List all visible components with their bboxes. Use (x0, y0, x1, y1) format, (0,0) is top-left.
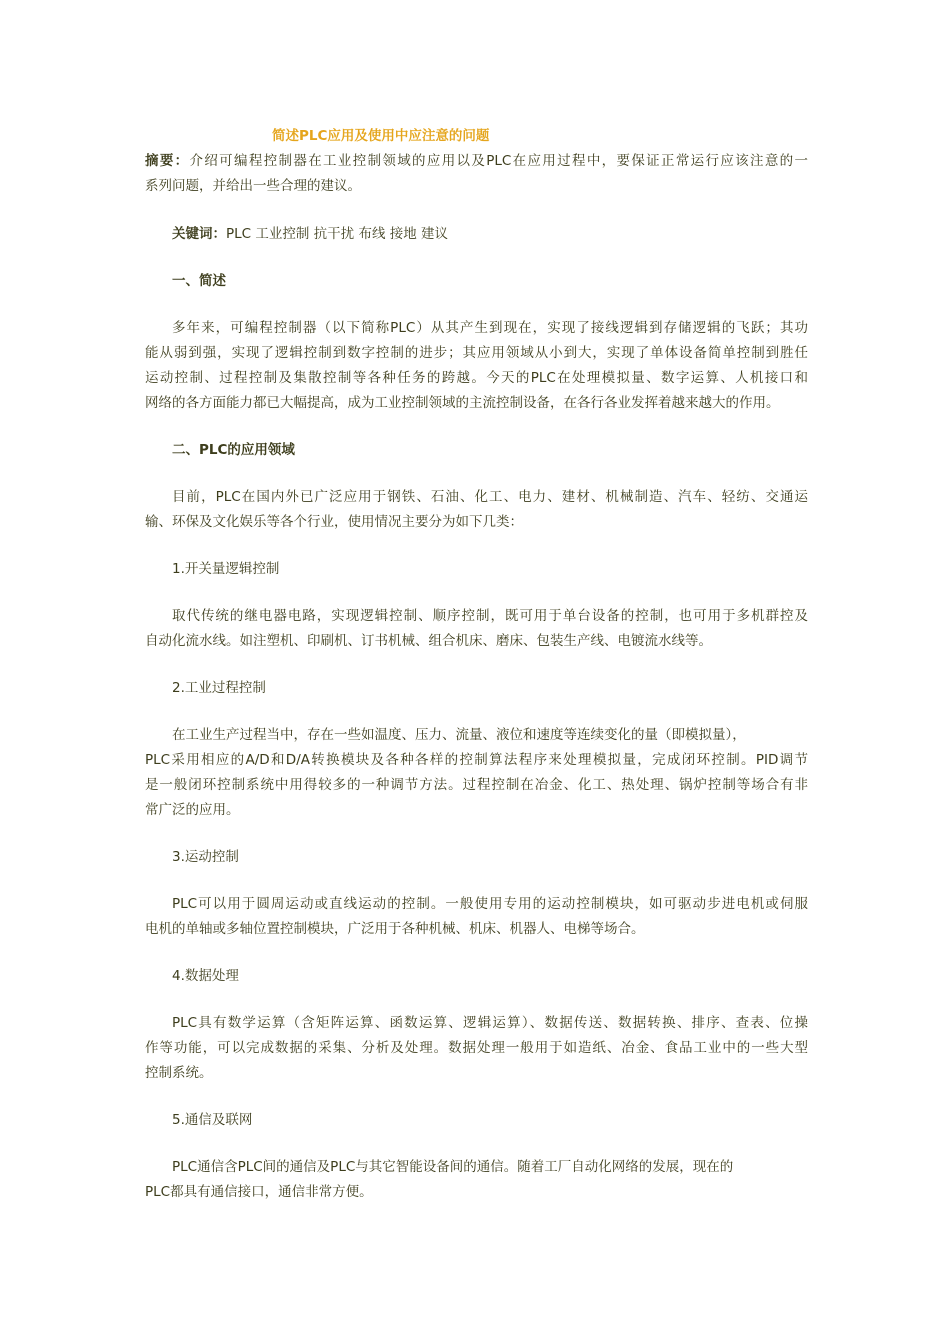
document-title: 简述PLC应用及使用中应注意的问题 (272, 128, 490, 144)
abstract-line-1 (145, 152, 808, 170)
subsection-heading: 1.开关量逻辑控制 (172, 561, 280, 577)
keywords-text: PLC 工业控制 抗干扰 布线 接地 建议 (226, 226, 449, 242)
keywords-label: 关键词： (172, 226, 226, 242)
paragraph-line: 多年来，可编程控制器（以下简称PLC）从其产生到现在，实现了接线逻辑到存储逻辑的飞跃；其功 (172, 320, 808, 336)
paragraph-line: 在工业生产过程当中，存在一些如温度、压力、流量、液位和速度等连续变化的量（即模拟量）， (172, 727, 746, 743)
paragraph-line: 作等功能，可以完成数据的采集、分析及处理。数据处理一般用于如造纸、冶金、食品工业中的一些大型 (145, 1040, 808, 1056)
paragraph-line: 是一般闭环控制系统中用得较多的一种调节方法。过程控制在冶金、化工、热处理、锅炉控制等场合有非 (145, 777, 808, 793)
subsection-heading: 3.运动控制 (172, 849, 239, 865)
paragraph-line: 能从弱到强，实现了逻辑控制到数字控制的进步；其应用领域从小到大，实现了单体设备简单控制到胜任 (145, 345, 808, 361)
keywords-line (172, 225, 448, 243)
subsection-heading: 2.工业过程控制 (172, 680, 266, 696)
abstract-line-2: 系列问题，并给出一些合理的建议。 (145, 178, 361, 194)
paragraph-line: 输、环保及文化娱乐等各个行业，使用情况主要分为如下几类： (145, 514, 523, 530)
section-heading-overview: 一、简述 (172, 273, 226, 289)
abstract-text-1: 介绍可编程控制器在工业控制领域的应用以及PLC在应用过程中，要保证正常运行应该注意的一 (189, 153, 809, 169)
paragraph-line: 目前，PLC在国内外已广泛应用于钢铁、石油、化工、电力、建材、机械制造、汽车、轻纺、交通运 (172, 489, 808, 505)
paragraph-line: PLC可以用于圆周运动或直线运动的控制。一般使用专用的运动控制模块，如可驱动步进电机或伺服 (172, 896, 808, 912)
paragraph-line: 自动化流水线。如注塑机、印刷机、订书机械、组合机床、磨床、包装生产线、电镀流水线等。 (145, 633, 712, 649)
paragraph-line: PLC具有数学运算（含矩阵运算、函数运算、逻辑运算）、数据传送、数据转换、排序、查表、位操 (172, 1015, 808, 1031)
subsection-heading: 4.数据处理 (172, 968, 239, 984)
subsection-heading: 5.通信及联网 (172, 1112, 253, 1128)
abstract-label: 摘要： (145, 153, 190, 169)
paragraph-line: PLC通信含PLC间的通信及PLC与其它智能设备间的通信。随着工厂自动化网络的发展，现在的 (172, 1159, 734, 1175)
paragraph-line: 网络的各方面能力都已大幅提高，成为工业控制领域的主流控制设备，在各行各业发挥着越来越大的作用。 (145, 395, 780, 411)
paragraph-line: 电机的单轴或多轴位置控制模块，广泛用于各种机械、机床、机器人、电梯等场合。 (145, 921, 645, 937)
paragraph-line: PLC采用相应的A/D和D/A转换模块及各种各样的控制算法程序来处理模拟量，完成闭环控制。PID调节 (145, 752, 808, 768)
paragraph-line: 取代传统的继电器电路，实现逻辑控制、顺序控制，既可用于单台设备的控制，也可用于多机群控及 (172, 608, 808, 624)
paragraph-line: 控制系统。 (145, 1065, 213, 1081)
paragraph-line: PLC都具有通信接口，通信非常方便。 (145, 1184, 373, 1200)
paragraph-line: 常广泛的应用。 (145, 802, 240, 818)
paragraph-line: 运动控制、过程控制及集散控制等各种任务的跨越。今天的PLC在处理模拟量、数字运算、人机接口和 (145, 370, 808, 386)
section-heading-applications: 二、PLC的应用领域 (172, 442, 295, 458)
